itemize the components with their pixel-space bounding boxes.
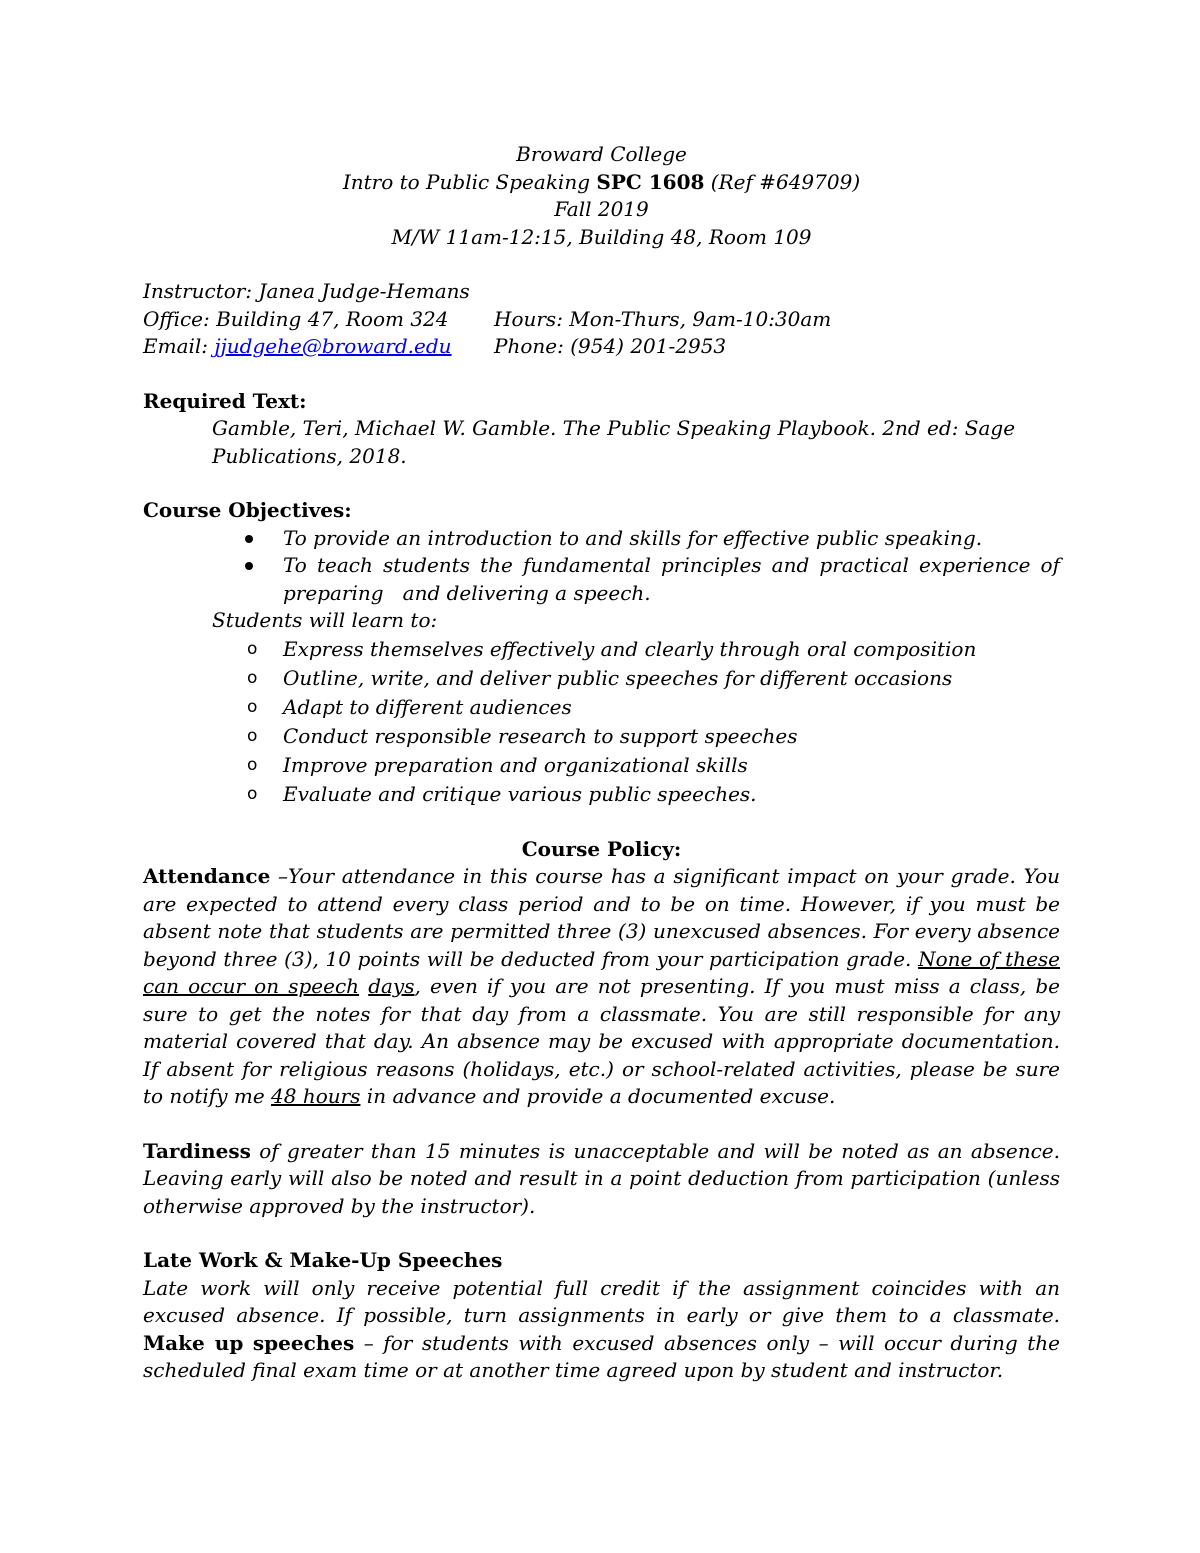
- email-phone-row: [143, 333, 1060, 361]
- learning-item-text: Conduct responsible research to support speeches: [283, 723, 798, 748]
- instructor-name: Instructor: Janea Judge-Hemans: [143, 279, 470, 303]
- objectives-heading: Course Objectives:: [143, 498, 352, 522]
- attendance-text: may be excused with appropriate documentation. If absent for religious reasons (holidays,: [143, 1029, 1060, 1081]
- learning-item: [143, 780, 1060, 809]
- late-work-heading: Late Work & Make-Up Speeches: [143, 1248, 503, 1272]
- required-text-line-2: Publications, 2018.: [212, 443, 407, 468]
- instructor-info: [143, 278, 1060, 361]
- objective-text-continued: preparing and delivering a speech.: [283, 580, 651, 605]
- tardiness-text: Leaving early will also be noted and result in a point deduction from participation (unless: [143, 1166, 1060, 1190]
- learning-item: [143, 751, 1060, 780]
- policy-section: [143, 836, 1060, 1385]
- late-work-text: exam time or at another time agreed upon by student and instructor.: [303, 1358, 1004, 1382]
- attendance-underlined: days: [368, 974, 415, 998]
- tardiness-paragraph: [143, 1138, 1060, 1221]
- late-work-text: – for students with excused absences only – will occur during the scheduled final: [143, 1330, 1061, 1382]
- college-name: Broward College: [516, 142, 687, 166]
- tardiness-text: of greater than 15 minutes is unacceptable and will be noted as an absence.: [250, 1138, 1060, 1163]
- circle-bullet-icon: o: [247, 725, 258, 746]
- office-hours: Hours: Mon-Thurs, 9am-10:30am: [494, 306, 832, 331]
- syllabus-page: [143, 141, 1060, 1385]
- email-link[interactable]: jjudgehe@broward.edu: [214, 334, 452, 358]
- tardiness-label: Tardiness: [143, 1138, 251, 1163]
- late-work-text: absence. If possible, turn assignments in early or give them to a classmate.: [236, 1303, 1061, 1327]
- objective-text: To provide an introduction to and skills for effective public speaking.: [283, 525, 983, 550]
- course-header: [143, 141, 1060, 251]
- bullet-icon: [245, 525, 253, 553]
- attendance-underlined: 48 hours: [271, 1084, 361, 1108]
- learning-item-text: Adapt to different audiences: [283, 694, 572, 719]
- objective-bullet: [143, 552, 1060, 607]
- learning-item: [143, 693, 1060, 722]
- bullet-icon: [245, 552, 253, 580]
- attendance-text: in advance and provide a: [360, 1084, 622, 1108]
- learning-item: [143, 635, 1060, 664]
- course-ref: (Ref #649709): [710, 169, 861, 194]
- attendance-paragraph: [143, 863, 1060, 1111]
- objective-text: To teach students the fundamental principles and practical experience of: [283, 553, 1060, 577]
- circle-bullet-icon: o: [247, 696, 258, 717]
- attendance-text: day from a classmate. You are still responsible for any material covered that day. An absence: [143, 1001, 1061, 1053]
- attendance-text: 10 points will be deducted from your participation grade.: [325, 946, 919, 971]
- email-line: [143, 334, 452, 358]
- attendance-underlined: None of these can occur on speech: [143, 946, 1061, 998]
- email-label: Email:: [143, 334, 215, 358]
- required-text-line-1: Gamble, Teri, Michael W. Gamble. The Public Speaking Playbook. 2nd ed: Sage: [212, 416, 1016, 440]
- learning-item: [143, 664, 1060, 693]
- learning-item-text: Outline, write, and deliver public speeches for different occasions: [283, 665, 953, 690]
- attendance-text: –Your attendance in this course has a significant impact on your grade. You are: [143, 864, 1060, 916]
- tardiness-text: otherwise approved by the instructor).: [143, 1193, 536, 1218]
- attendance-text: , even if you are not presenting. If you must miss a class, be sure to get the notes for that: [143, 974, 1060, 1026]
- office-hours-row: [143, 306, 1060, 334]
- learning-item-text: Evaluate and critique various public speeches.: [283, 781, 757, 806]
- circle-bullet-icon: o: [247, 783, 258, 804]
- make-up-label: Make up: [143, 1330, 244, 1355]
- circle-bullet-icon: o: [247, 638, 258, 659]
- students-learn-label: Students will learn to:: [212, 608, 438, 632]
- late-work-paragraph: [143, 1275, 1060, 1385]
- learning-item-text: Improve preparation and organizational skills: [283, 752, 748, 777]
- attendance-text: expected to attend every class period and to be on time. However, if you must be absent note: [143, 891, 1060, 943]
- circle-bullet-icon: o: [247, 754, 258, 775]
- course-title-line: [143, 169, 1060, 197]
- learning-item: [143, 722, 1060, 751]
- objective-bullet: [143, 525, 1060, 553]
- objectives-section: [143, 497, 1060, 809]
- course-schedule: M/W 11am-12:15, Building 48, Room 109: [391, 224, 812, 249]
- attendance-text: etc.) or school-related activities, please be sure to notify me: [143, 1056, 1060, 1108]
- attendance-text: documented excuse.: [628, 1084, 836, 1108]
- course-title: Intro to Public Speaking: [342, 169, 591, 194]
- office-location: Office: Building 47, Room 324: [143, 306, 449, 331]
- circle-bullet-icon: o: [247, 667, 258, 688]
- make-up-label: speeches: [252, 1330, 355, 1355]
- attendance-text: that students are permitted three (3) unexcused absences. For every absence beyond three (3),: [143, 919, 1060, 971]
- late-work-text: Late work will only receive potential full credit if the assignment coincides with an excused: [143, 1275, 1060, 1327]
- policy-heading: Course Policy:: [521, 836, 682, 861]
- phone-number: Phone: (954) 201-2953: [494, 334, 727, 358]
- course-code: SPC 1608: [596, 169, 705, 194]
- required-text-heading: Required Text:: [143, 388, 307, 413]
- required-text-section: [143, 388, 1060, 471]
- course-term: Fall 2019: [554, 197, 649, 221]
- attendance-label: Attendance: [143, 864, 271, 888]
- learning-item-text: Express themselves effectively and clearly through oral composition: [283, 636, 977, 661]
